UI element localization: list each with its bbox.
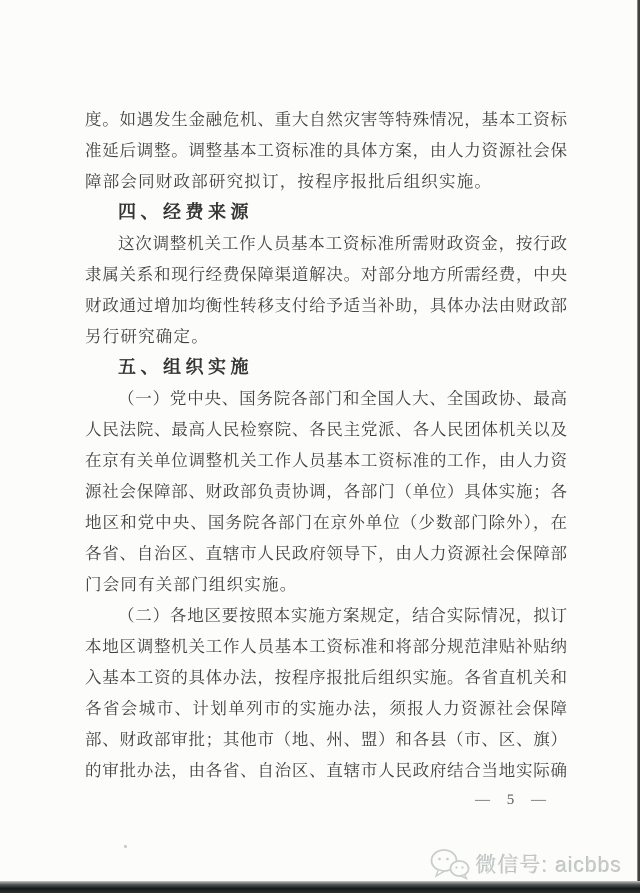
watermark-text: 微信号: aicbbs [475, 854, 622, 877]
text-line: 在京有关单位调整机关工作人员基本工资标准的工作，由人力资 [85, 451, 567, 470]
text-line: 部、财政部审批；其他市（地、州、盟）和各县（市、区、旗） [85, 730, 567, 749]
text-line: 入基本工资的具体办法，按程序报批后组织实施。各省直机关和 [85, 668, 567, 687]
text-line: 准延后调整。调整基本工资标准的具体方案，由人力资源社会保 [85, 141, 567, 160]
section-heading: 四、经费来源 [118, 202, 253, 222]
section-heading: 五、组织实施 [118, 357, 253, 377]
text-line: 这次调整机关工作人员基本工资标准所需财政资金，按行政 [118, 234, 567, 253]
text-line: 地区和党中央、国务院各部门在京外单位（少数部门除外），在 [85, 513, 567, 532]
text-line: （二）各地区要按照本实施方案规定，结合实际情况，拟订 [118, 606, 567, 625]
watermark [429, 846, 622, 882]
page-number: — 5 — [475, 792, 550, 808]
text-line: 各省、自治区、直辖市人民政府领导下，由人力资源社会保障部 [85, 544, 567, 563]
wechat-icon [429, 847, 471, 881]
scan-edge-bottom [0, 881, 640, 893]
text-line: 各省会城市、计划单列市的实施办法，须报人力资源社会保障 [85, 699, 567, 718]
text-line: 度。如遇发生金融危机、重大自然灾害等特殊情况，基本工资标 [85, 110, 567, 129]
text-line: 门会同有关部门组织实施。 [85, 575, 298, 594]
text-line: 的审批办法，由各省、自治区、直辖市人民政府结合当地实际确 [85, 761, 567, 780]
text-line: 另行研究确定。 [85, 327, 209, 346]
text-line: 本地区调整机关工作人员基本工资标准和将部分规范津贴补贴纳 [85, 637, 567, 656]
document-text [85, 104, 567, 786]
scan-speck [124, 845, 127, 848]
text-line: 财政通过增加均衡性转移支付给予适当补助，具体办法由财政部 [85, 296, 567, 315]
text-line: 障部会同财政部研究拟订，按程序报批后组织实施。 [85, 172, 493, 191]
text-line: 源社会保障部、财政部负责协调，各部门（单位）具体实施；各 [85, 482, 567, 501]
text-line: 隶属关系和现行经费保障渠道解决。对部分地方所需经费，中央 [85, 265, 567, 284]
text-line: 人民法院、最高人民检察院、各民主党派、各人民团体机关以及 [85, 420, 567, 439]
text-line: （一）党中央、国务院各部门和全国人大、全国政协、最高 [118, 389, 567, 408]
